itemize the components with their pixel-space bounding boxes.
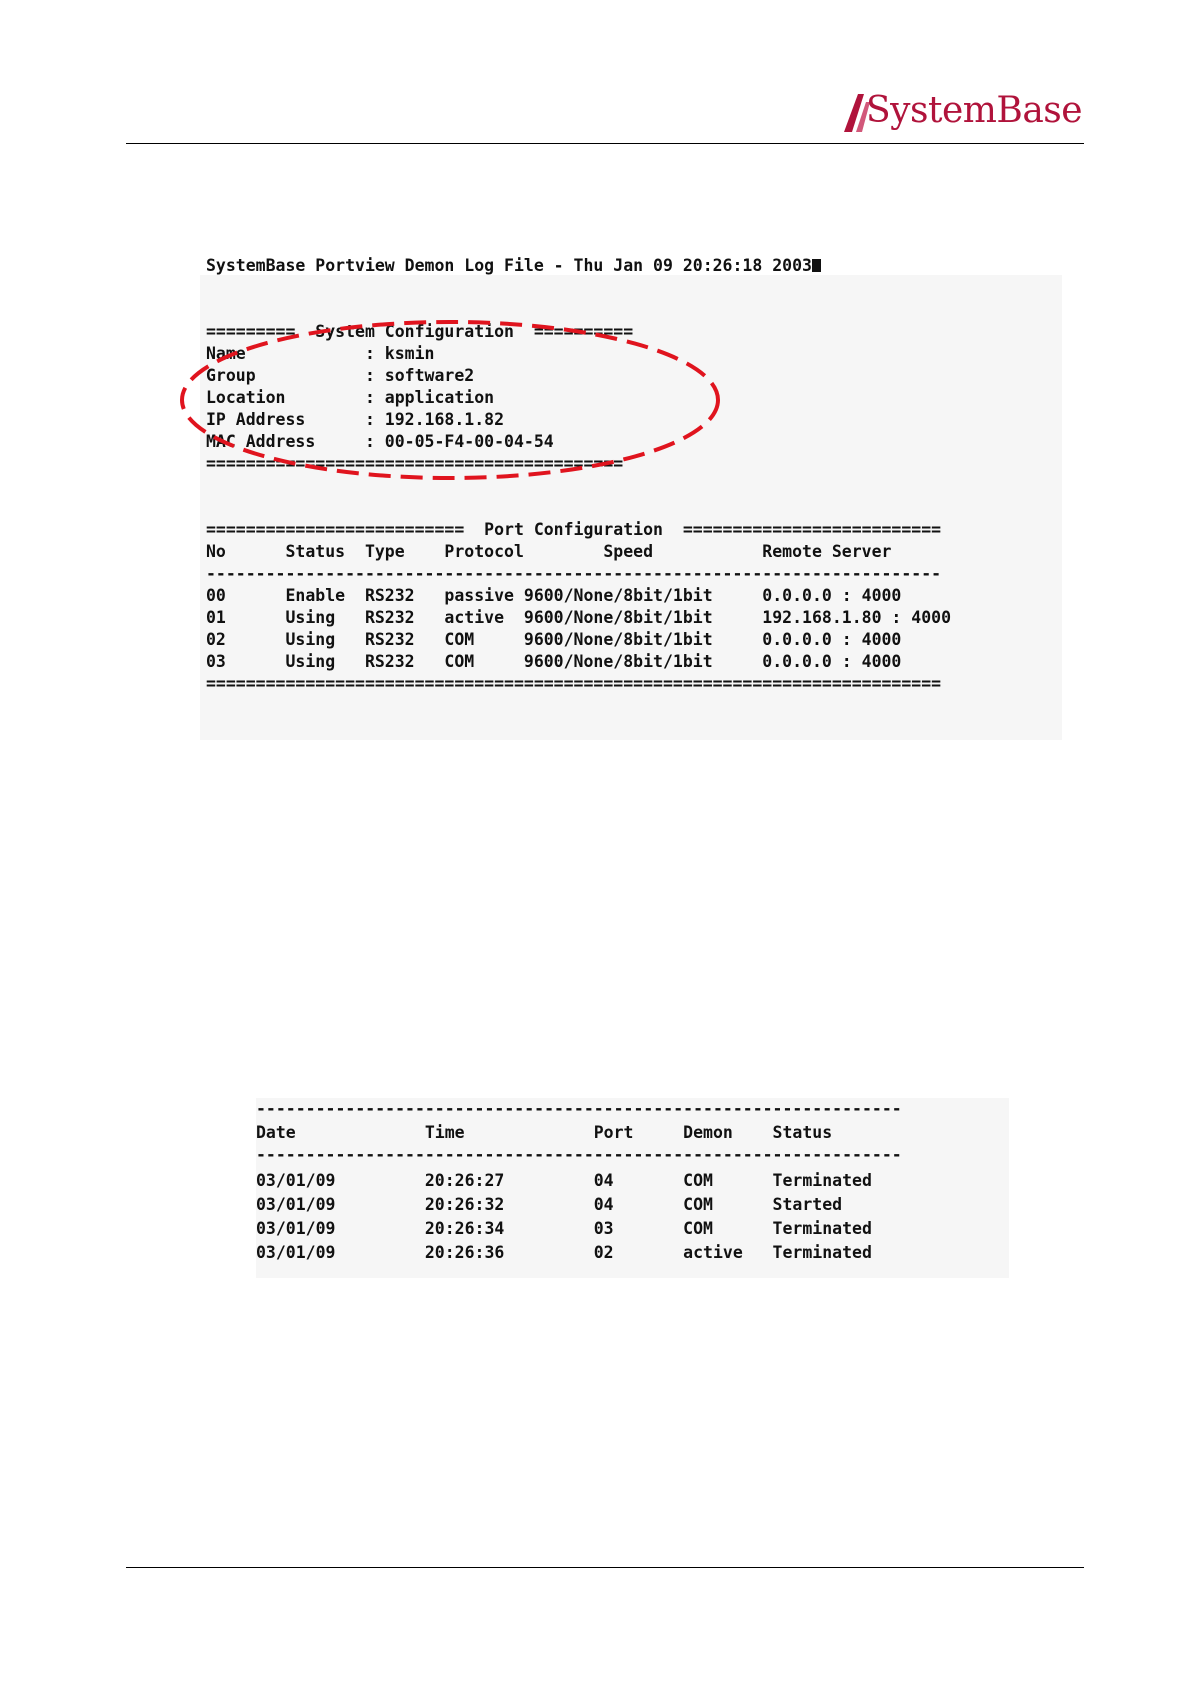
- port-config-header: No Status Type Protocol Speed Remote Server: [206, 542, 892, 561]
- port-config-dash: --------------------------------------------------------------------------: [206, 564, 942, 583]
- port-config-row: 00 Enable RS232 passive 9600/None/8bit/1bit 0.0.0.0 : 4000: [206, 586, 902, 605]
- status-log-row: 03/01/09 20:26:27 04 COM Terminated: [256, 1171, 872, 1190]
- system-config-row: Name : ksmin: [206, 344, 435, 363]
- status-log-dash: -----------------------------------------------------------------: [256, 1099, 902, 1118]
- cursor-icon: [812, 259, 821, 272]
- system-config-row: Location : application: [206, 388, 495, 407]
- port-config-footer: ==========================================================================: [206, 674, 942, 693]
- status-log-row: 03/01/09 20:26:34 03 COM Terminated: [256, 1219, 872, 1238]
- footer-rule: [126, 1567, 1084, 1568]
- port-config-row: 03 Using RS232 COM 9600/None/8bit/1bit 0.0.0.0 : 4000: [206, 652, 902, 671]
- status-log-screenshot: [256, 1098, 1009, 1278]
- systembase-logo: [842, 88, 1083, 140]
- status-log-row: 03/01/09 20:26:32 04 COM Started: [256, 1195, 843, 1214]
- system-config-row: MAC Address : 00-05-F4-00-04-54: [206, 432, 554, 451]
- system-config-title: ========= System Configuration ==========: [206, 322, 634, 341]
- system-config-row: IP Address : 192.168.1.82: [206, 410, 505, 429]
- logo-text: SystemBase: [866, 90, 1083, 131]
- system-config-footer: ==========================================: [206, 454, 624, 473]
- port-config-row: 01 Using RS232 active 9600/None/8bit/1bit 192.168.1.80 : 4000: [206, 608, 952, 627]
- status-log-row: 03/01/09 20:26:36 02 active Terminated: [256, 1243, 872, 1262]
- header-rule: [126, 143, 1084, 144]
- system-config-row: Group : software2: [206, 366, 475, 385]
- status-log-header: Date Time Port Demon Status: [256, 1123, 833, 1142]
- status-log-dash: -----------------------------------------------------------------: [256, 1145, 902, 1164]
- log-header: SystemBase Portview Demon Log File - Thu Jan 09 20:26:18 2003: [206, 255, 821, 277]
- port-config-row: 02 Using RS232 COM 9600/None/8bit/1bit 0.0.0.0 : 4000: [206, 630, 902, 649]
- demon-log-screenshot: [200, 255, 1062, 740]
- port-config-title: ========================== Port Configuration ==========================: [206, 520, 942, 539]
